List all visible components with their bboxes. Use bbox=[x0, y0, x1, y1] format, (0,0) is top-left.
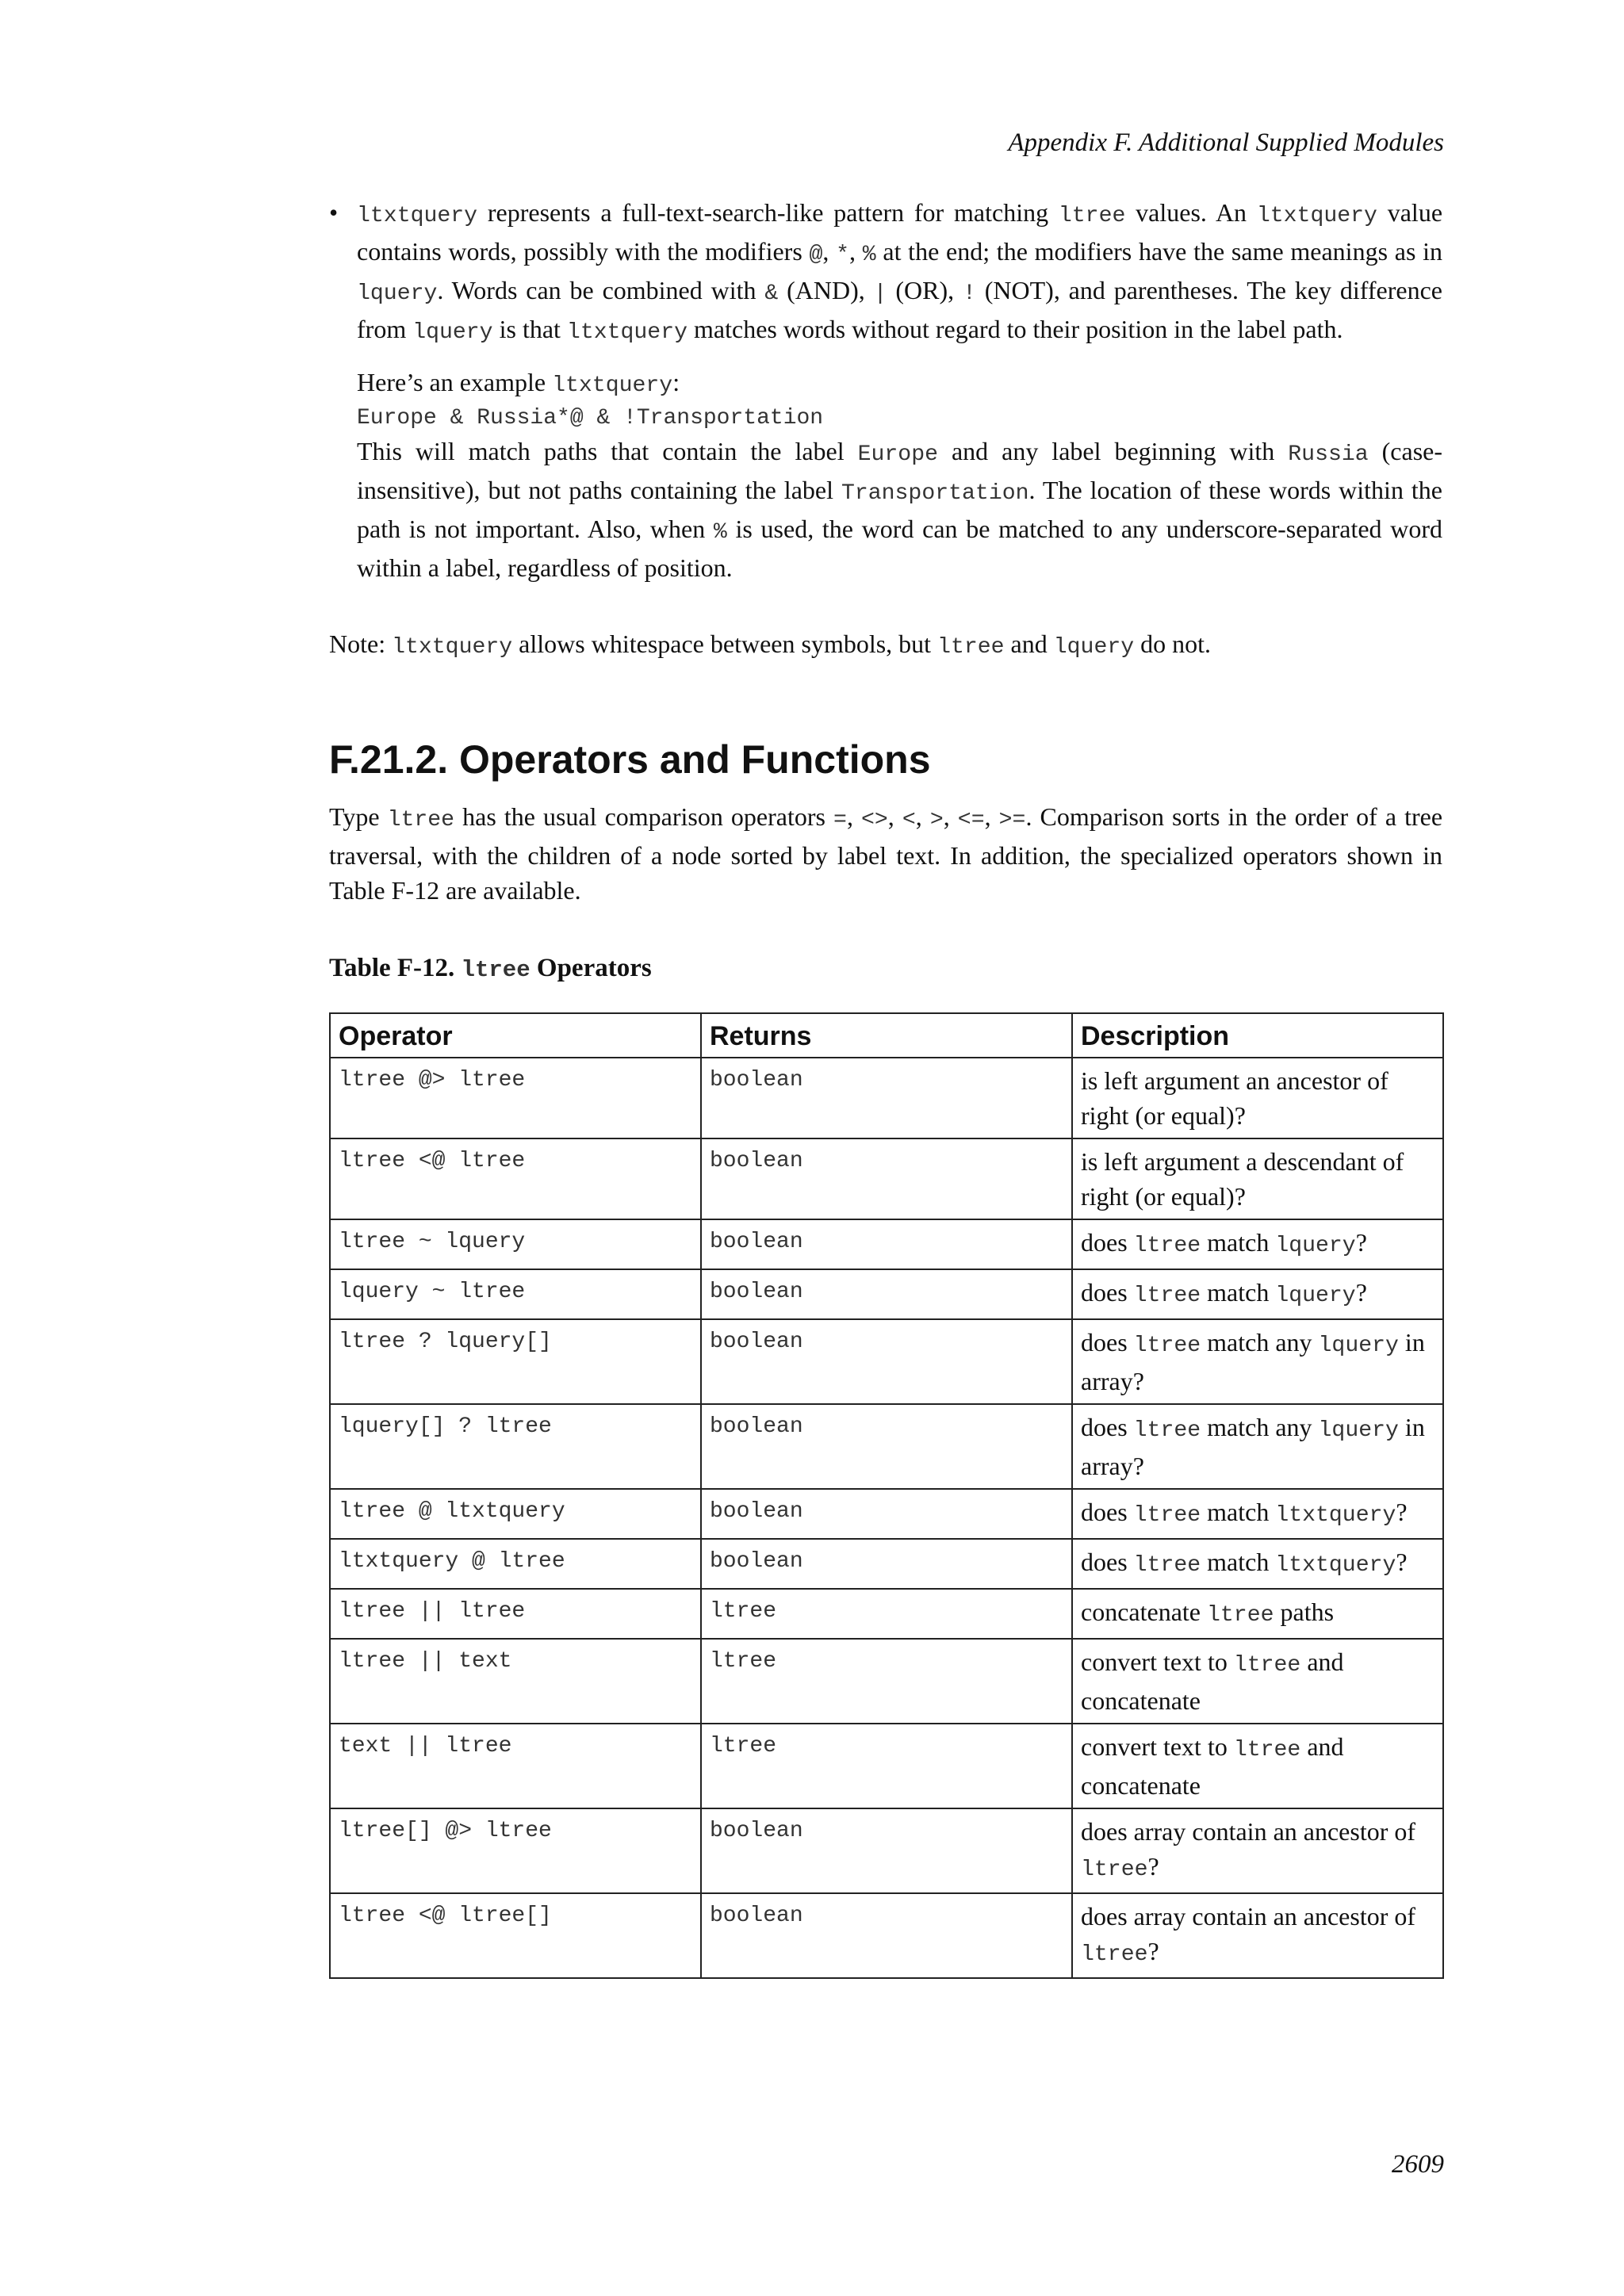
returns-cell: boolean bbox=[701, 1058, 1072, 1138]
returns-cell: ltree bbox=[701, 1589, 1072, 1639]
inline-code: ltxtquery bbox=[1275, 1553, 1396, 1578]
text-run: (AND), bbox=[778, 276, 874, 304]
text-run: at the end; the modifiers have the same meanings as in bbox=[875, 237, 1442, 266]
example-intro-paragraph bbox=[357, 365, 1442, 404]
text-run: convert text to bbox=[1081, 1732, 1234, 1761]
table-row bbox=[330, 1138, 1443, 1219]
table-row bbox=[330, 1724, 1443, 1808]
inline-code: Russia bbox=[1288, 442, 1369, 467]
inline-code: ltree bbox=[937, 635, 1005, 660]
inline-code: lquery bbox=[357, 281, 438, 306]
inline-code: @ bbox=[809, 243, 823, 267]
text-run: in array? bbox=[1081, 1328, 1425, 1395]
text-run: is used, the word can be matched to any underscore-separated word within a label, regardless of position. bbox=[357, 515, 1443, 582]
inline-code: lquery bbox=[1275, 1234, 1356, 1258]
inline-code: lquery bbox=[1275, 1284, 1356, 1308]
text-run: does array contain an ancestor of bbox=[1081, 1817, 1416, 1846]
text-run: does bbox=[1081, 1498, 1134, 1526]
text-run: value contains words, possibly with the modifiers bbox=[357, 198, 1443, 266]
text-run: in array? bbox=[1081, 1413, 1425, 1480]
text-run: match bbox=[1201, 1228, 1276, 1257]
inline-code: ltree bbox=[1133, 1553, 1201, 1578]
text-run: does array contain an ancestor of bbox=[1081, 1902, 1416, 1931]
text-run: and bbox=[1004, 629, 1054, 658]
inline-code: ltree bbox=[1233, 1738, 1301, 1762]
text-run: Operators bbox=[530, 954, 652, 982]
table-row bbox=[330, 1058, 1443, 1138]
text-run: (case-insensitive), but not paths containing the label bbox=[357, 437, 1443, 504]
text-run: match any bbox=[1201, 1413, 1319, 1441]
inline-code: ltree bbox=[1133, 1418, 1201, 1443]
operators-table bbox=[329, 1012, 1444, 1979]
text-run: Type bbox=[329, 802, 388, 831]
text-run: allows whitespace between symbols, but bbox=[512, 629, 938, 658]
text-run: concatenate bbox=[1081, 1598, 1207, 1626]
section-title: F.21.2. Operators and Functions bbox=[329, 737, 931, 782]
inline-code: ltree bbox=[461, 957, 530, 983]
inline-code: ltree bbox=[1133, 1284, 1201, 1308]
table-row bbox=[330, 1893, 1443, 1978]
operator-cell: text || ltree bbox=[330, 1724, 701, 1808]
inline-code: <> bbox=[861, 808, 888, 832]
text-run: does bbox=[1081, 1413, 1134, 1441]
inline-code: ltree bbox=[1081, 1858, 1148, 1882]
text-run: (NOT), and parentheses. The key difference from bbox=[357, 276, 1443, 343]
text-run: ? bbox=[1147, 1937, 1159, 1965]
text-run: (OR), bbox=[887, 276, 963, 304]
text-run: match bbox=[1201, 1278, 1276, 1307]
text-run: . The location of these words within the path is not important. Also, when bbox=[357, 476, 1442, 543]
inline-code: & bbox=[764, 281, 779, 306]
table-row bbox=[330, 1589, 1443, 1639]
text-run: ? bbox=[1147, 1852, 1159, 1881]
table-row bbox=[330, 1219, 1443, 1269]
description-cell bbox=[1072, 1138, 1443, 1219]
table-row bbox=[330, 1489, 1443, 1539]
text-run: and concatenate bbox=[1081, 1647, 1344, 1715]
inline-code: lquery bbox=[1318, 1334, 1399, 1358]
text-run: does bbox=[1081, 1548, 1134, 1576]
text-run: ? bbox=[1396, 1498, 1408, 1526]
text-run: paths bbox=[1274, 1598, 1335, 1626]
text-run: Note: bbox=[329, 629, 393, 658]
inline-code: ltree bbox=[387, 808, 455, 832]
column-header-description: Description bbox=[1072, 1013, 1443, 1058]
text-run: is left argument an ancestor of right (or equal)? bbox=[1081, 1066, 1388, 1130]
returns-cell: boolean bbox=[701, 1219, 1072, 1269]
description-cell bbox=[1072, 1319, 1443, 1404]
description-cell bbox=[1072, 1269, 1443, 1319]
text-run: has the usual comparison operators bbox=[454, 802, 834, 831]
description-cell bbox=[1072, 1589, 1443, 1639]
inline-code: lquery bbox=[1053, 635, 1135, 660]
text-run: , bbox=[984, 802, 999, 831]
table-row bbox=[330, 1404, 1443, 1489]
code-example: Europe & Russia*@ & !Transportation bbox=[357, 406, 824, 430]
operator-cell: ltree <@ ltree[] bbox=[330, 1893, 701, 1978]
text-run: , bbox=[849, 237, 863, 266]
operator-cell: ltree || ltree bbox=[330, 1589, 701, 1639]
text-run: does bbox=[1081, 1228, 1134, 1257]
text-run: ? bbox=[1396, 1548, 1408, 1576]
text-run: , bbox=[887, 802, 902, 831]
operator-cell: ltree <@ ltree bbox=[330, 1138, 701, 1219]
text-run: is that bbox=[492, 315, 567, 343]
table-header-row bbox=[330, 1013, 1443, 1058]
operator-cell: ltree ~ lquery bbox=[330, 1219, 701, 1269]
description-cell bbox=[1072, 1808, 1443, 1893]
inline-code: = bbox=[833, 808, 847, 832]
column-header-operator: Operator bbox=[330, 1013, 701, 1058]
text-run: ? bbox=[1355, 1278, 1367, 1307]
operator-cell: ltree || text bbox=[330, 1639, 701, 1724]
table-caption bbox=[329, 951, 652, 988]
text-run: This will match paths that contain the label bbox=[357, 437, 858, 465]
inline-code: ltree bbox=[1058, 204, 1126, 228]
text-run: Table F-12. bbox=[329, 954, 462, 982]
text-run: , bbox=[822, 237, 837, 266]
table-row bbox=[330, 1639, 1443, 1724]
returns-cell: boolean bbox=[701, 1808, 1072, 1893]
text-run: match bbox=[1201, 1498, 1276, 1526]
text-run: does bbox=[1081, 1278, 1134, 1307]
text-run: . Comparison sorts in the order of a tree traversal, with the children of a node sorted by label text. In addition, the specialized operators shown in Table F-12 are available. bbox=[329, 802, 1443, 905]
inline-code: ! bbox=[962, 281, 976, 306]
inline-code: < bbox=[902, 808, 916, 832]
page-number: 2609 bbox=[1392, 2150, 1444, 2179]
inline-code: ltree bbox=[1081, 1942, 1148, 1967]
inline-code: Transportation bbox=[841, 481, 1029, 506]
table-row bbox=[330, 1269, 1443, 1319]
text-run: match any bbox=[1201, 1328, 1319, 1357]
table-row bbox=[330, 1319, 1443, 1404]
text-run: and any label beginning with bbox=[938, 437, 1289, 465]
inline-code: ltxtquery bbox=[552, 373, 673, 398]
description-cell bbox=[1072, 1539, 1443, 1589]
section-paragraph bbox=[329, 799, 1442, 908]
text-run: does bbox=[1081, 1328, 1134, 1357]
inline-code: Europe bbox=[857, 442, 938, 467]
operator-cell: ltree ? lquery[] bbox=[330, 1319, 701, 1404]
text-run: represents a full-text-search-like pattern for matching bbox=[477, 198, 1059, 227]
inline-code: ltxtquery bbox=[392, 635, 513, 660]
description-cell bbox=[1072, 1724, 1443, 1808]
inline-code: ltree bbox=[1233, 1653, 1301, 1678]
operator-cell: lquery[] ? ltree bbox=[330, 1404, 701, 1489]
inline-code: ltxtquery bbox=[1256, 204, 1377, 228]
inline-code: * bbox=[836, 243, 850, 267]
returns-cell: boolean bbox=[701, 1404, 1072, 1489]
text-run: matches words without regard to their position in the label path. bbox=[688, 315, 1343, 343]
inline-code: lquery bbox=[412, 320, 493, 345]
inline-code: ltxtquery bbox=[1275, 1503, 1396, 1528]
inline-code: % bbox=[862, 243, 876, 267]
bullet-body bbox=[357, 195, 1442, 585]
inline-code: >= bbox=[998, 808, 1026, 832]
text-run: : bbox=[672, 368, 680, 396]
text-run: . Words can be combined with bbox=[437, 276, 765, 304]
returns-cell: boolean bbox=[701, 1319, 1072, 1404]
operator-cell: ltree @ ltxtquery bbox=[330, 1489, 701, 1539]
returns-cell: boolean bbox=[701, 1893, 1072, 1978]
text-run: ? bbox=[1355, 1228, 1367, 1257]
text-run: , bbox=[915, 802, 930, 831]
inline-code: ltxtquery bbox=[357, 204, 478, 228]
inline-code: ltree bbox=[1133, 1234, 1201, 1258]
inline-code: ltree bbox=[1133, 1334, 1201, 1358]
text-run: convert text to bbox=[1081, 1647, 1234, 1676]
returns-cell: boolean bbox=[701, 1269, 1072, 1319]
returns-cell: boolean bbox=[701, 1489, 1072, 1539]
text-run: is left argument a descendant of right (or equal)? bbox=[1081, 1147, 1404, 1211]
inline-code: ltxtquery bbox=[566, 320, 688, 345]
description-cell bbox=[1072, 1219, 1443, 1269]
bullet-list-item bbox=[329, 195, 1442, 585]
running-header: Appendix F. Additional Supplied Modules bbox=[1008, 128, 1444, 157]
table-body bbox=[330, 1058, 1443, 1978]
text-run: Here’s an example bbox=[357, 368, 553, 396]
table-row bbox=[330, 1808, 1443, 1893]
text-run: and concatenate bbox=[1081, 1732, 1344, 1800]
description-cell bbox=[1072, 1893, 1443, 1978]
inline-code: | bbox=[873, 281, 887, 306]
text-run: values. An bbox=[1125, 198, 1257, 227]
ltxtquery-definition-paragraph bbox=[357, 195, 1442, 350]
text-run: , bbox=[943, 802, 958, 831]
description-cell bbox=[1072, 1404, 1443, 1489]
inline-code: ltree bbox=[1207, 1603, 1274, 1628]
note-paragraph bbox=[329, 626, 1442, 665]
bullet-marker: • bbox=[329, 198, 339, 227]
inline-code: > bbox=[929, 808, 944, 832]
operator-cell: ltree[] @> ltree bbox=[330, 1808, 701, 1893]
inline-code: <= bbox=[957, 808, 985, 832]
returns-cell: boolean bbox=[701, 1539, 1072, 1589]
description-cell bbox=[1072, 1489, 1443, 1539]
operator-cell: ltree @> ltree bbox=[330, 1058, 701, 1138]
operator-cell: ltxtquery @ ltree bbox=[330, 1539, 701, 1589]
table-row bbox=[330, 1539, 1443, 1589]
text-run: match bbox=[1201, 1548, 1276, 1576]
example-explanation-paragraph bbox=[357, 434, 1442, 585]
description-cell bbox=[1072, 1058, 1443, 1138]
description-cell bbox=[1072, 1639, 1443, 1724]
returns-cell: boolean bbox=[701, 1138, 1072, 1219]
text-run: do not. bbox=[1134, 629, 1212, 658]
inline-code: ltree bbox=[1133, 1503, 1201, 1528]
inline-code: % bbox=[713, 520, 727, 545]
text-run: , bbox=[846, 802, 861, 831]
returns-cell: ltree bbox=[701, 1724, 1072, 1808]
column-header-returns: Returns bbox=[701, 1013, 1072, 1058]
inline-code: lquery bbox=[1318, 1418, 1399, 1443]
returns-cell: ltree bbox=[701, 1639, 1072, 1724]
operator-cell: lquery ~ ltree bbox=[330, 1269, 701, 1319]
